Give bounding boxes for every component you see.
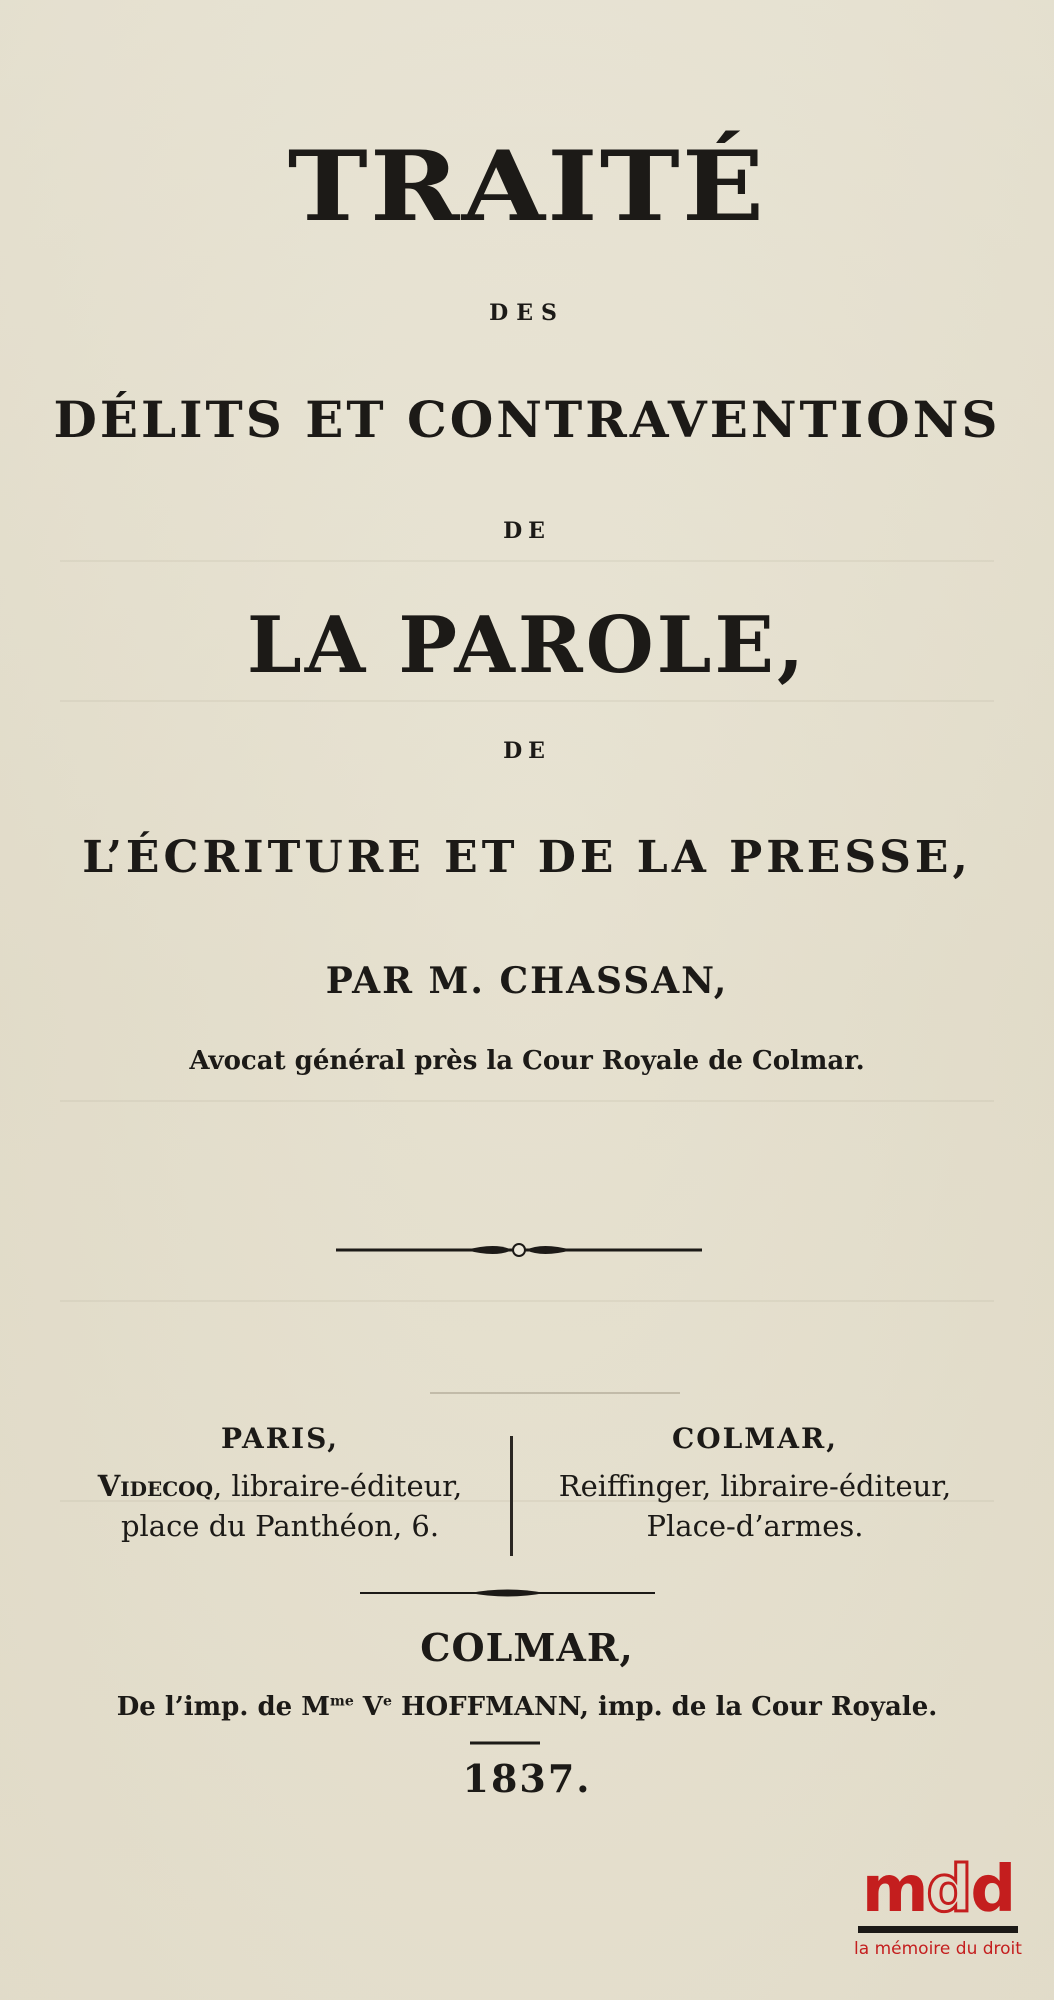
publisher-address: place du Panthéon, 6. (120, 1509, 440, 1543)
city-colmar: COLMAR, (671, 1422, 839, 1455)
title-parole: LA PAROLE, (246, 600, 808, 691)
logo-letter: m (861, 1853, 927, 1927)
author-line: PAR M. CHASSAN, (325, 960, 729, 1002)
imprint-text: V (353, 1692, 383, 1722)
column-divider (510, 1436, 513, 1556)
mdd-logo (848, 1853, 1028, 1959)
city-paris: PARIS, (220, 1422, 340, 1455)
imprint-text: HOFFMANN, imp. de la Cour Royale. (391, 1692, 938, 1722)
bleed-through-line (60, 700, 994, 702)
logo-letter: d (970, 1853, 1015, 1927)
title-connector-de-2: DE (503, 738, 551, 764)
publisher-paris (55, 1422, 505, 1543)
imprint-text: De l’imp. de M (116, 1692, 330, 1722)
short-rule (470, 1740, 540, 1746)
publisher-line (55, 1469, 505, 1503)
publisher-name: Reiffinger (558, 1469, 703, 1503)
title-connector-des: DES (489, 300, 565, 326)
ornamental-rule (336, 1240, 702, 1260)
publisher-role: , libraire-éditeur, (702, 1469, 952, 1503)
ornamental-rule (360, 1585, 655, 1601)
publisher-role: , libraire-éditeur, (213, 1469, 463, 1503)
imprint-superscript: e (382, 1693, 392, 1710)
bleed-through-line (60, 1300, 994, 1302)
logo-bar (858, 1926, 1018, 1933)
publisher-name: Videcoq (97, 1469, 213, 1503)
title-ecriture: L’ÉCRITURE ET DE LA PRESSE, (82, 832, 972, 883)
logo-caption: la mémoire du droit (854, 1939, 1022, 1959)
logo-letter: d (926, 1853, 971, 1927)
bleed-through-line (60, 560, 994, 562)
bleed-through-line (60, 1100, 994, 1102)
title-connector-de: DE (503, 518, 551, 544)
imprint-line (0, 1692, 1054, 1722)
faint-rule (430, 1392, 680, 1394)
book-title: TRAITÉ (287, 130, 767, 243)
publication-year: 1837. (462, 1756, 592, 1801)
imprint-city: COLMAR, (420, 1625, 634, 1670)
author-role: Avocat général près la Cour Royale de Colmar. (189, 1046, 865, 1076)
imprint-superscript: me (330, 1693, 354, 1710)
publisher-line (520, 1469, 990, 1503)
publisher-address: Place-d’armes. (646, 1509, 864, 1543)
title-delits: DÉLITS ET CONTRAVENTIONS (53, 390, 1001, 449)
publisher-colmar (520, 1422, 990, 1543)
logo-mark (848, 1853, 1028, 1927)
